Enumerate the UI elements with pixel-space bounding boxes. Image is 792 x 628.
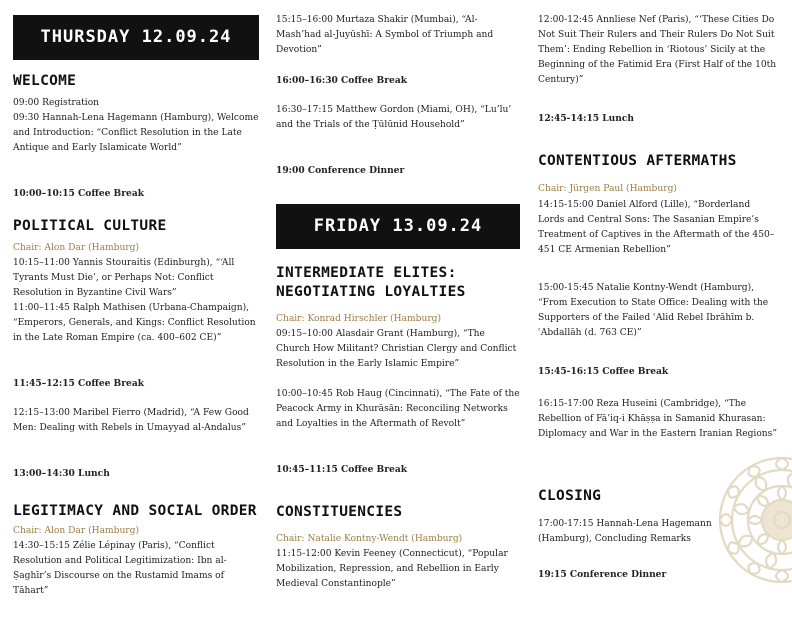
welcome-intro-entry: 09:30 Hannah-Lena Hagemann (Hamburg), Welcome and Introduction: “Conflict Resolution in the Late Antique and Early Islamicate World” <box>13 113 259 153</box>
dinner-friday: 19:15 Conference Dinner <box>538 569 667 580</box>
intermediate-heading-line1: INTERMEDIATE ELITES: <box>276 265 457 281</box>
talk-kontny-wendt: 15:00-15:45 Natalie Kontny-Wendt (Hamburg), “From Execution to State Office: Dealing with the Supporters of the Failed ʿAlid Rebel Ibrāhīm b. ʿAbdallāh (d. 763 CE)” <box>538 283 769 338</box>
talk-shakir: 15:15–16:00 Murtaza Shakir (Mumbai), “Al-Mash’had al-Juyūshī: A Symbol of Triumph and Devotion” <box>276 15 494 55</box>
registration-entry: 09:00 Registration <box>13 98 100 108</box>
talk-huseini: 16:15-17:00 Reza Huseini (Cambridge), “The Rebellion of Fā’iq-i Khāṣṣa in Samanid Khurasan: Diplomacy and War in the Eastern Iranian Regions” <box>538 399 777 439</box>
friday-banner: FRIDAY 13.09.24 <box>276 204 520 249</box>
intermediate-chair: Chair: Konrad Hirschler (Hamburg) <box>276 314 442 324</box>
thursday-banner: THURSDAY 12.09.24 <box>13 15 259 60</box>
lunch-thursday: 13:00–14:30 Lunch <box>13 468 110 479</box>
coffee-break-5: 15:45-16:15 Coffee Break <box>538 366 669 377</box>
closing-heading: CLOSING <box>538 488 602 504</box>
talk-haug: 10:00–10:45 Rob Haug (Cincinnati), “The Fate of the Peacock Army in Khurāsān: Reconciling Networks and Loyalties in the Aftermath of Revolt” <box>276 389 520 429</box>
talk-lepinay: 14:30–15:15 Zélie Lépinay (Paris), “Conflict Resolution and Political Legitimization: Ibn al-Ṣaghīr’s Discourse on the Rustamid Imams of Tāhart” <box>13 541 227 596</box>
legitimacy-chair: Chair: Alon Dar (Hamburg) <box>13 526 140 536</box>
mandala-ornament-icon <box>710 448 792 628</box>
constituencies-chair: Chair: Natalie Kontny-Wendt (Hamburg) <box>276 534 463 544</box>
talk-fierro: 12:15–13:00 Maribel Fierro (Madrid), “A Few Good Men: Dealing with Rebels in Umayyad al-Andalus” <box>13 408 249 433</box>
coffee-break-3: 16:00–16:30 Coffee Break <box>276 75 408 86</box>
political-culture-chair: Chair: Alon Dar (Hamburg) <box>13 243 140 253</box>
coffee-break-1: 10:00–10:15 Coffee Break <box>13 188 145 199</box>
talk-nef: 12:00-12:45 Annliese Nef (Paris), “‘These Cities Do Not Suit Their Rulers and Their Rulers Do Not Suit Them’: Ending Rebellion in ‘Riotous’ Sicily at the Beginning of the Fatimid Era (First Half of the 10th Century)” <box>538 15 777 85</box>
talk-stouraitis: 10:15–11:00 Yannis Stouraitis (Edinburgh), “‘All Tyrants Must Die’, or Perhaps Not: Conflict Resolution in Byzantine Civil Wars” <box>13 258 235 298</box>
lunch-friday: 12:45-14:15 Lunch <box>538 113 635 124</box>
talk-alford: 14:15-15:00 Daniel Alford (Lille), “Borderland Lords and Central Sons: The Sasanian Empire’s Treatment of Captives in the Aftermath of the 450–451 CE Armenian Rebellion” <box>538 200 775 255</box>
talk-gordon: 16:30–17:15 Matthew Gordon (Miami, OH), “Lu’lu’ and the Trials of the Ṭūlūnid Household” <box>276 105 512 130</box>
legitimacy-heading: LEGITIMACY AND SOCIAL ORDER <box>13 503 257 519</box>
welcome-heading: WELCOME <box>13 73 77 89</box>
intermediate-heading-line2: NEGOTIATING LOYALTIES <box>276 284 466 300</box>
coffee-break-2: 11:45–12:15 Coffee Break <box>13 378 145 389</box>
talk-mathisen: 11:00–11:45 Ralph Mathisen (Urbana-Champaign), “Emperors, Generals, and Kings: Conflict Resolution in the Late Roman Empire (ca. 400–602 CE)” <box>13 303 256 343</box>
aftermaths-heading: CONTENTIOUS AFTERMATHS <box>538 153 737 169</box>
political-culture-heading: POLITICAL CULTURE <box>13 218 167 234</box>
talk-grant: 09:15–10:00 Alasdair Grant (Hamburg), “The Church How Militant? Christian Clergy and Conflict Resolution in the Early Islamic Empire” <box>276 329 517 369</box>
constituencies-heading: CONSTITUENCIES <box>276 504 403 520</box>
aftermaths-chair: Chair: Jürgen Paul (Hamburg) <box>538 184 677 194</box>
closing-remarks: 17:00-17:15 Hannah-Lena Hagemann (Hamburg), Concluding Remarks <box>538 519 712 544</box>
dinner-thursday: 19:00 Conference Dinner <box>276 165 405 176</box>
talk-feeney: 11:15-12:00 Kevin Feeney (Connecticut), “Popular Mobilization, Repression, and Rebellion in Early Medieval Constantinople” <box>276 549 508 589</box>
coffee-break-4: 10:45–11:15 Coffee Break <box>276 464 408 475</box>
